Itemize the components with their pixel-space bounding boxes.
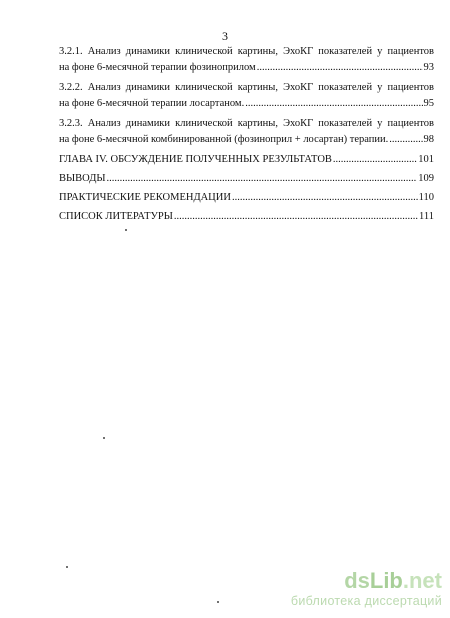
toc-entry-heading: 3.2.3. Анализ динамики клинической картины, ЭхоКГ показателей у пациентов [59,118,434,129]
toc-entry-3-2-3[interactable] [59,116,434,147]
dot-leader [107,171,418,187]
dslib-watermark[interactable] [291,570,442,608]
toc-entry-heading-continued: на фоне 6-месячной терапии лосартаном. [59,97,245,109]
dot-leader [389,132,422,148]
toc-entry-heading: 3.2.1. Анализ динамики клинической картины, ЭхоКГ показателей у пациентов [59,46,434,57]
toc-page-number: 109 [418,173,434,184]
toc-page-number: 110 [418,192,434,203]
toc-chapter-title: ГЛАВА IV. ОБСУЖДЕНИЕ ПОЛУЧЕННЫХ РЕЗУЛЬТАТОВ [59,154,332,165]
toc-page-number: 95 [423,97,434,109]
toc-page-number: 111 [419,211,434,222]
toc-page-number: 93 [423,61,434,73]
toc-chapter-title: ПРАКТИЧЕСКИЕ РЕКОМЕНДАЦИИ [59,192,231,203]
toc-entry-references[interactable] [59,209,434,225]
scan-speck [103,437,105,439]
toc-entry-chapter-4[interactable] [59,152,434,168]
toc-entry-conclusions[interactable] [59,171,434,187]
dot-leader [257,60,423,76]
scan-speck [66,566,68,568]
toc-entry-3-2-1[interactable] [59,44,434,75]
toc-entry-heading-continued: на фоне 6-месячной комбинированной (фозиноприл + лосартан) терапии. [59,133,389,145]
dslib-subtitle: библиотека диссертаций [290,594,442,608]
toc-entry-3-2-2[interactable] [59,80,434,111]
toc-entry-heading: 3.2.2. Анализ динамики клинической картины, ЭхоКГ показателей у пациентов [59,82,434,93]
scan-speck [217,601,219,603]
toc-entry-heading-continued: на фоне 6-месячной терапии фозиноприлом [59,61,256,73]
toc-chapter-title: ВЫВОДЫ [59,173,106,184]
toc-page-number: 98 [423,133,434,145]
dslib-logo: dsLib.net [344,568,442,593]
scan-speck [125,229,127,231]
toc-page-number: 101 [418,154,434,165]
toc-chapter-title: СПИСОК ЛИТЕРАТУРЫ [59,211,173,222]
dot-leader [245,96,422,112]
table-of-contents [59,44,434,228]
toc-entry-recommendations[interactable] [59,190,434,206]
dot-leader [174,209,418,225]
dot-leader [232,190,418,206]
dot-leader [333,152,417,168]
page-number: 3 [222,29,228,43]
